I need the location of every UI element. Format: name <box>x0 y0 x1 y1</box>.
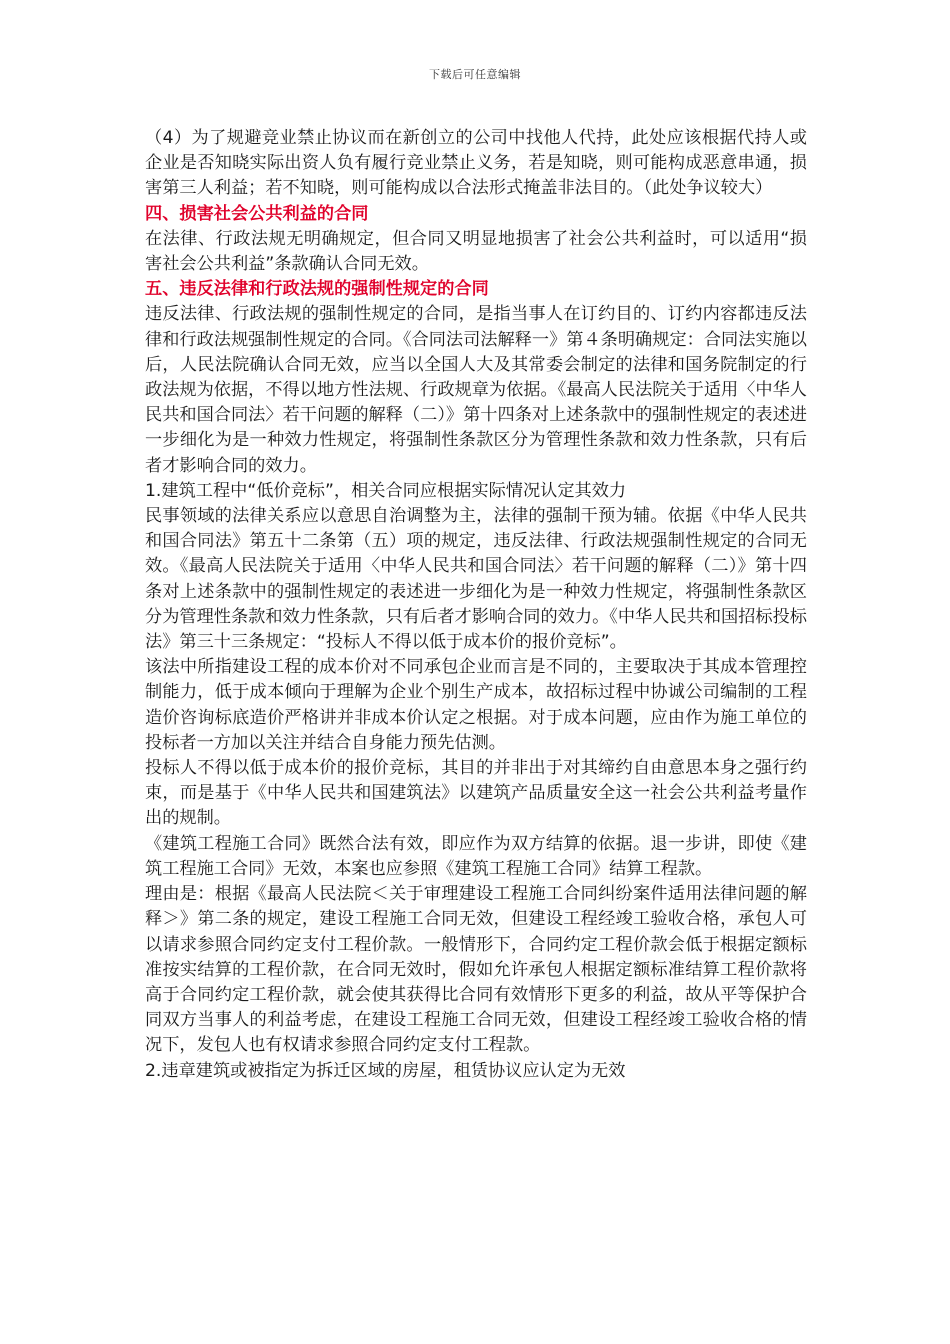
para-subtitle-2: 2.违章建筑或被指定为拆迁区域的房屋，租赁协议应认定为无效 <box>145 1060 626 1081</box>
para-bidder: 投标人不得以低于成本价的报价竞标，其目的并非出于对其缔约自由意思本身之强行约束，而是基于《中华人民共和国建筑法》以建筑产品质量安全这一社会公共利益考量作出的规制。 <box>145 758 807 829</box>
para-mandatory-provisions: 违反法律、行政法规的强制性规定的合同，是指当事人在订约目的、订约内容都违反法律和行政法规强制性规定的合同。《合同法司法解释一》第４条明确规定：合同法实施以后，人民法院确认合同无效，应当以全国人大及其常委会制定的法律和国务院制定的行政法规为依据，不得以地方性法规、行政规章为依据。《最高人民法院关于适用〈中华人民共和国合同法〉若干问题的解释（二）》第十四条对上述条款中的强制性规定的表述进一步细化为是一种效力性规定，将强制性条款区分为管理性条款和效力性条款，只有后者才影响合同的效力。 <box>145 304 807 476</box>
para-point-4: （4）为了规避竞业禁止协议而在新创立的公司中找他人代持，此处应该根据代持人或企业是否知晓实际出资人负有履行竞业禁止义务，若是知晓，则可能构成恶意串通，损害第三人利益；若不知晓，则可能构成以合法形式掩盖非法目的。（此处争议较大） <box>145 128 807 199</box>
para-public-interest: 在法律、行政法规无明确规定，但合同又明显地损害了社会公共利益时，可以适用“损害社会公共利益”条款确认合同无效。 <box>145 228 807 275</box>
heading-section-4: 四、损害社会公共利益的合同 <box>145 203 369 224</box>
para-civil-law: 民事领域的法律关系应以意思自治调整为主，法律的强制干预为辅。依据《中华人民共和国合同法》第五十二条第（五）项的规定，违反法律、行政法规强制性规定的合同无效。《最高人民法院关于适用〈中华人民共和国合同法〉若干问题的解释（二）》第十四条对上述条款中的强制性规定的表述进一步细化为是一种效力性规定，将强制性条款区分为管理性条款和效力性条款，只有后者才影响合同的效力。《中华人民共和国招标投标法》第三十三条规定：“投标人不得以低于成本价的报价竞标”。 <box>145 506 807 653</box>
heading-section-5: 五、违反法律和行政法规的强制性规定的合同 <box>145 279 489 300</box>
para-construction-contract: 《建筑工程施工合同》既然合法有效，即应作为双方结算的依据。退一步讲，即使《建筑工程施工合同》无效，本案也应参照《建筑工程施工合同》结算工程款。 <box>145 833 807 879</box>
para-reason: 理由是：根据《最高人民法院＜关于审理建设工程施工合同纠纷案件适用法律问题的解释＞》第二条的规定，建设工程施工合同无效，但建设工程经竣工验收合格，承包人可以请求参照合同约定支付工程价款。一般情形下，合同约定工程价款会低于根据定额标准按实结算的工程价款，在合同无效时，假如允许承包人根据定额标准结算工程价款将高于合同约定工程价款，就会使其获得比合同有效情形下更多的利益，故从平等保护合同双方当事人的利益考虑，在建设工程施工合同无效，但建设工程经竣工验收合格的情况下，发包人也有权请求参照合同约定支付工程款。 <box>145 884 807 1056</box>
page-header: 下载后可任意编辑 <box>429 68 521 81</box>
para-subtitle-1: 1.建筑工程中“低价竞标”，相关合同应根据实际情况认定其效力 <box>145 480 627 501</box>
document-body <box>145 126 807 1084</box>
para-cost-price: 该法中所指建设工程的成本价对不同承包企业而言是不同的，主要取决于其成本管理控制能力，低于成本倾向于理解为企业个别生产成本，故招标过程中协诚公司编制的工程造价咨询标底造价严格讲并非成本价认定之根据。对于成本问题，应由作为施工单位的投标者一方加以关注并结合自身能力预先估测。 <box>145 657 807 753</box>
